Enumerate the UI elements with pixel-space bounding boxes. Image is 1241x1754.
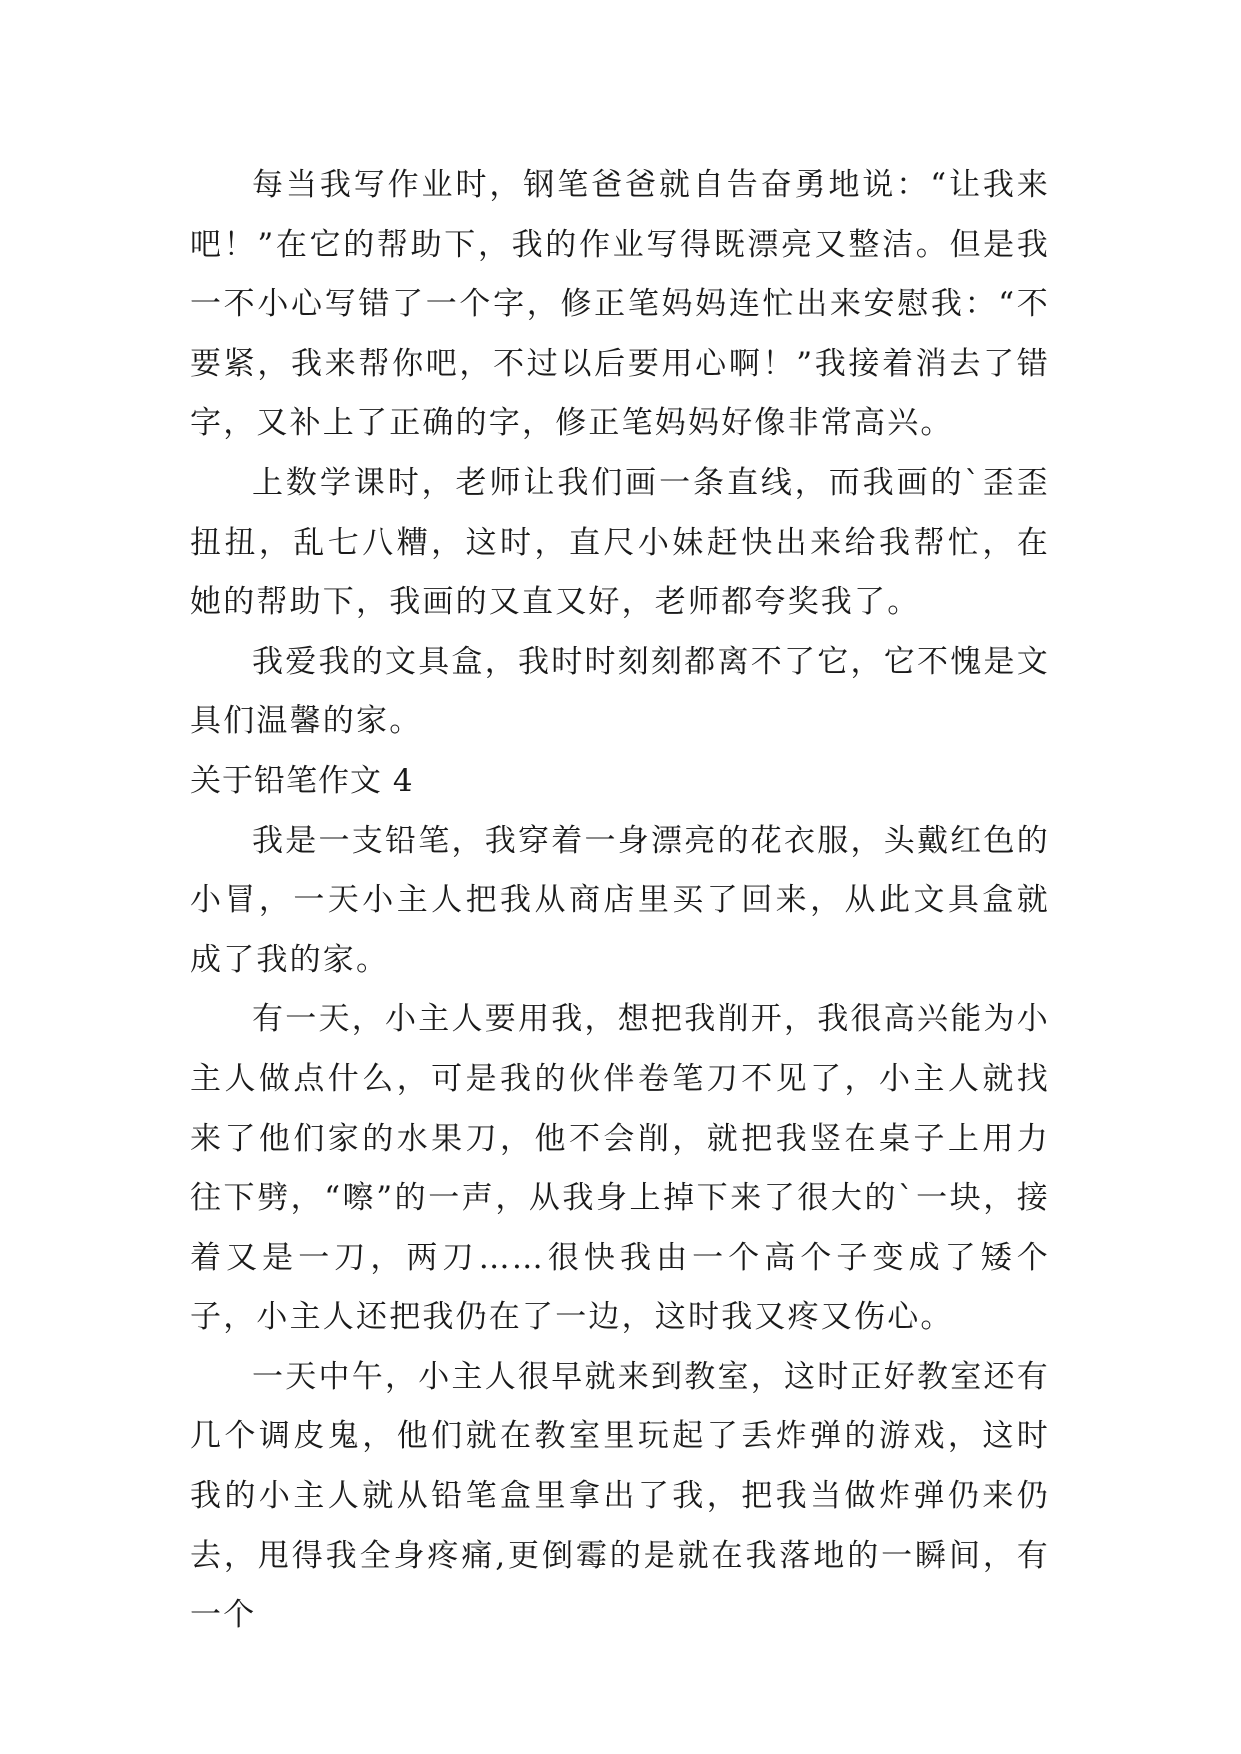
paragraph-pen-and-corrector: 每当我写作业时，钢笔爸爸就自告奋勇地说：“让我来吧！”在它的帮助下，我的作业写得既漂亮又整洁。但是我一不小心写错了一个字，修正笔妈妈连忙出来安慰我：“不要紧，我来帮你吧，不过以后要用心啊！”我接着消去了错字，又补上了正确的字，修正笔妈妈好像非常高兴。 [190, 167, 1050, 442]
paragraph-sharpening: 有一天，小主人要用我，想把我削开，我很高兴能为小主人做点什么，可是我的伙伴卷笔刀不见了，小主人就找来了他们家的水果刀，他不会削，就把我竖在桌子上用力往下劈，“嚓”的一声，从我身上掉下来了很大的`一块，接着又是一刀，两刀……很快我由一个高个子变成了矮个子，小主人还把我仍在了一边，这时我又疼又伤心。 [190, 1001, 1050, 1336]
document-page [190, 156, 1050, 1646]
paragraph-pencil-box-home: 我爱我的文具盒，我时时刻刻都离不了它，它不愧是文具们温馨的家。 [190, 643, 1050, 740]
paragraph-pencil-intro: 我是一支铅笔，我穿着一身漂亮的花衣服，头戴红色的小冒，一天小主人把我从商店里买了回来，从此文具盒就成了我的家。 [190, 822, 1050, 978]
paragraph-ruler: 上数学课时，老师让我们画一条直线，而我画的`歪歪扭扭，乱七八糟，这时，直尺小妹赶快出来给我帮忙，在她的帮助下，我画的又直又好，老师都夸奖我了。 [190, 464, 1050, 621]
paragraph-bomb-game: 一天中午，小主人很早就来到教室，这时正好教室还有几个调皮鬼，他们就在教室里玩起了丢炸弹的游戏，这时我的小主人就从铅笔盒里拿出了我，把我当做炸弹仍来仍去，甩得我全身疼痛,更倒霉的是就在我落地的一瞬间，有一个 [190, 1358, 1050, 1634]
section-heading: 关于铅笔作文 4 [190, 762, 414, 799]
